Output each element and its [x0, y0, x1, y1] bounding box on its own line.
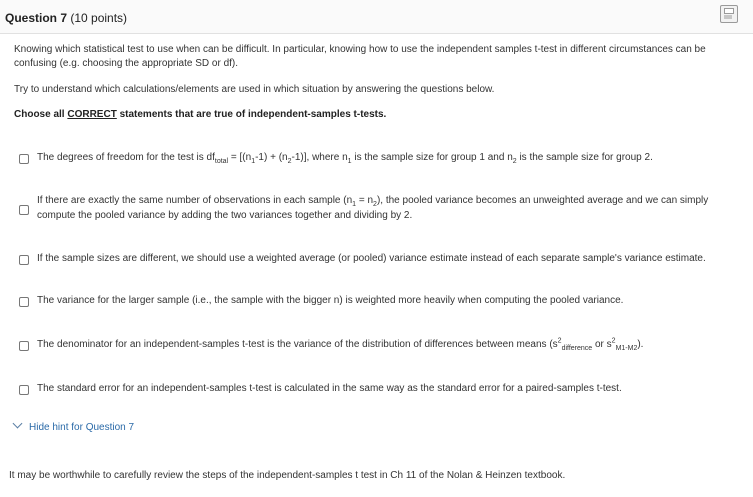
checkbox[interactable] [19, 297, 29, 307]
save-icon-label [724, 15, 732, 19]
checkbox[interactable] [19, 255, 29, 265]
option-text: If there are exactly the same number of observations in each sample $(n_1 = n_2)$, the pooled variance becomes an unweighted average and we can simply compute the pooled variance by adding the two variances together and dividing by 2. [37, 195, 709, 221]
question-title [5, 11, 127, 25]
option-text: The degrees of freedom for the test is $df_{total} = [(n_1-1) + (n_2-1)]$, where $n_1$ is the sample size for group 1 and $n_2$ is the sample size for group 2. [37, 152, 653, 165]
hint-text: It may be worthwhile to carefully review the steps of the independent-samples t test in Ch 11 of the Nolan & Heinzen textbook. [9, 470, 566, 481]
checkbox[interactable] [19, 385, 29, 395]
hide-hint-link[interactable] [12, 420, 134, 433]
question-number: Question 7 [5, 11, 68, 25]
option-text: The standard error for an independent-samples t-test is calculated in the same way as the standard error for a paired-samples t-test. [37, 383, 622, 394]
question-points: (10 points) [70, 11, 128, 25]
hint-label: Hide hint for Question 7 [29, 422, 135, 433]
save-icon[interactable] [720, 5, 738, 23]
checkbox[interactable] [19, 341, 29, 351]
option-text: The variance for the larger sample (i.e., the sample with the bigger n) is weighted more heavily when computing the pooled variance. [37, 295, 624, 306]
question-prompt [14, 109, 386, 120]
option-text: The denominator for an independent-samples t-test is the variance of the distribution of differences between means ($s^2_{difference}$ or $s^2_{M1-M2}$). [37, 337, 644, 352]
question-instructions: Try to understand which calculations/elements are used in which situation by answering the questions below. [14, 84, 495, 95]
checkbox[interactable] [19, 154, 29, 164]
prompt-emphasis: CORRECT [67, 109, 117, 120]
prompt-post: statements that are true of independent-samples t-tests. [116, 109, 387, 120]
question-header [0, 0, 753, 34]
question-intro: Knowing which statistical test to use when can be difficult. In particular, knowing how to use the independent samples t-test in different circumstances can be confusing (e.g. choosing the appropriate SD or df). [14, 44, 706, 69]
prompt-pre: Choose all [14, 109, 68, 120]
chevron-down-icon [13, 419, 23, 429]
option-text: If the sample sizes are different, we should use a weighted average (or pooled) variance estimate instead of each separate sample's variance estimate. [37, 253, 706, 264]
save-icon-shutter [724, 8, 734, 14]
checkbox[interactable] [19, 205, 29, 215]
